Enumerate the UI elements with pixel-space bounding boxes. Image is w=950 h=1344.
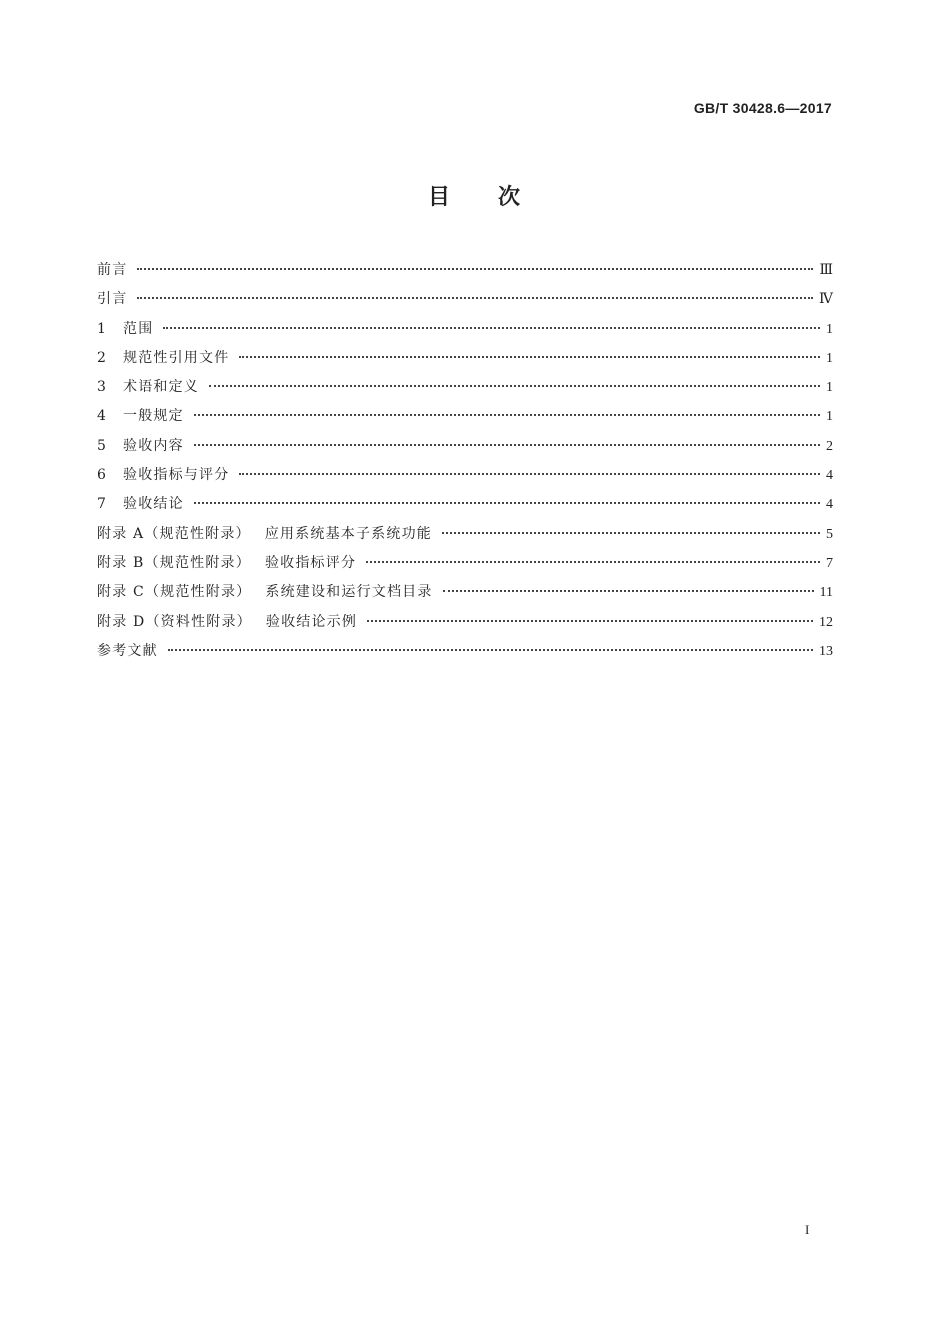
dot-leader [366, 561, 820, 563]
toc-entry-number: 5 [97, 437, 106, 454]
dot-leader [443, 590, 814, 592]
dot-leader [239, 473, 820, 475]
toc-entry-introduction[interactable] [97, 288, 833, 317]
toc-entry-page: 12 [819, 614, 833, 630]
toc-annex-title: 验收指标评分 [264, 554, 357, 571]
toc-entry-terms-definitions[interactable] [97, 376, 833, 405]
title-char-2: 次 [498, 185, 523, 210]
toc-entry-annex-b[interactable] [97, 552, 833, 581]
dot-leader [168, 649, 813, 651]
toc-entry-number: 7 [97, 496, 106, 513]
toc-entry-page: 13 [819, 643, 833, 659]
toc-annex-label: 附录 B（规范性附录） [97, 554, 251, 571]
toc-entry-page: 1 [826, 321, 833, 337]
toc-entry-normative-references[interactable] [97, 347, 833, 376]
toc-entry-label: 引言 [97, 291, 128, 308]
toc-entry-page: Ⅲ [819, 263, 833, 278]
toc-entry-annex-c[interactable] [97, 581, 833, 610]
dot-leader [239, 356, 820, 358]
toc-entry-general-provisions[interactable] [97, 405, 833, 434]
toc-entry-label: 范围 [123, 320, 154, 337]
dot-leader [194, 414, 820, 416]
dot-leader [163, 327, 820, 329]
dot-leader [194, 502, 820, 504]
toc-entry-page: 5 [826, 526, 833, 542]
standard-code: GB/T 30428.6—2017 [693, 100, 832, 116]
dot-leader [137, 268, 813, 270]
toc-entry-annex-a[interactable] [97, 523, 833, 552]
toc-entry-label: 参考文献 [97, 642, 158, 659]
toc-entry-page: 1 [826, 409, 833, 425]
toc-entry-page: 4 [826, 468, 833, 484]
toc-entry-page: 7 [826, 555, 833, 571]
toc-entry-acceptance-conclusion[interactable] [97, 493, 833, 522]
toc-entry-label: 验收指标与评分 [123, 467, 230, 484]
toc-entry-bibliography[interactable] [97, 640, 833, 669]
toc-entry-acceptance-content[interactable] [97, 435, 833, 464]
toc-entry-number: 3 [97, 379, 106, 396]
toc-annex-label: 附录 C（规范性附录） [97, 584, 252, 601]
toc-annex-label: 附录 D（资料性附录） [97, 613, 252, 630]
toc-entry-label: 验收内容 [123, 437, 184, 454]
dot-leader [209, 385, 820, 387]
toc-annex-label: 附录 A（规范性附录） [97, 525, 251, 542]
dot-leader [194, 444, 820, 446]
toc-entry-foreword[interactable] [97, 259, 833, 288]
table-of-contents [97, 259, 833, 669]
page-title [0, 180, 950, 211]
toc-entry-page: 2 [826, 438, 833, 454]
toc-entry-label: 一般规定 [123, 408, 184, 425]
dot-leader [442, 532, 820, 534]
toc-entry-page: 1 [826, 350, 833, 366]
toc-entry-page: 4 [826, 497, 833, 513]
toc-entry-number: 1 [97, 320, 106, 337]
toc-entry-number: 6 [97, 467, 106, 484]
toc-entry-label: 验收结论 [123, 496, 184, 513]
dot-leader [367, 620, 813, 622]
dot-leader [137, 297, 813, 299]
toc-entry-page: 1 [826, 380, 833, 396]
toc-entry-page: Ⅳ [819, 292, 833, 308]
toc-annex-title: 系统建设和运行文档目录 [265, 584, 433, 601]
toc-entry-annex-d[interactable] [97, 611, 833, 640]
toc-entry-label: 术语和定义 [123, 379, 199, 396]
toc-entry-number: 4 [97, 408, 106, 425]
toc-entry-number: 2 [97, 349, 106, 366]
toc-entry-indicators-scoring[interactable] [97, 464, 833, 493]
toc-annex-title: 应用系统基本子系统功能 [264, 525, 432, 542]
toc-entry-scope[interactable] [97, 318, 833, 347]
toc-entry-page: 11 [819, 585, 833, 601]
toc-entry-label: 规范性引用文件 [123, 349, 230, 366]
page-number: I [805, 1222, 810, 1237]
title-char-1: 目 [427, 185, 452, 210]
toc-entry-label: 前言 [97, 262, 128, 278]
toc-annex-title: 验收结论示例 [265, 613, 358, 630]
